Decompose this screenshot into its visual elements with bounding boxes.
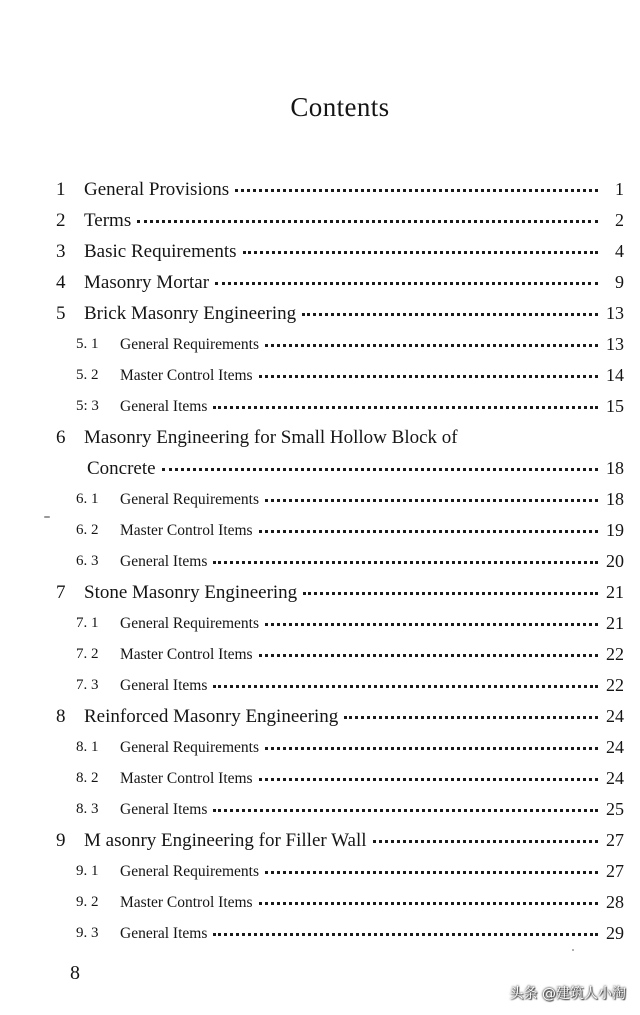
toc-entry-title: Master Control Items: [120, 893, 253, 911]
toc-entry-page: 9: [615, 272, 624, 292]
dot-leader: [265, 747, 598, 750]
toc-entry-page: 27: [606, 830, 624, 850]
toc-entry-number: 7. 2: [76, 646, 99, 662]
toc-entry-number: 1: [56, 178, 66, 200]
page-number: 8: [70, 962, 80, 984]
toc-entry-title: General Items: [120, 552, 208, 570]
toc-entry-number: 8. 1: [76, 739, 99, 755]
toc-entry-page: 18: [606, 489, 624, 509]
table-of-contents: [0, 174, 640, 949]
toc-section-row: [0, 546, 640, 577]
watermark: 头条 @建筑人小淘: [509, 986, 626, 1002]
toc-entry-page: 2: [615, 210, 624, 230]
toc-entry-title: General Items: [120, 676, 208, 694]
toc-entry-title-continued: Concrete: [87, 457, 156, 479]
dot-leader: [243, 251, 599, 254]
toc-chapter-row-continued: [0, 453, 640, 484]
toc-entry-page: 24: [606, 706, 624, 726]
toc-entry-title: Reinforced Masonry Engineering: [84, 705, 339, 727]
dot-leader: [265, 623, 598, 626]
toc-section-row: [0, 608, 640, 639]
toc-entry-title: Masonry Engineering for Small Hollow Block of: [84, 426, 458, 448]
dot-leader: [373, 840, 598, 843]
toc-section-row: [0, 670, 640, 701]
toc-entry-title: General Requirements: [120, 738, 260, 756]
toc-section-row: [0, 515, 640, 546]
toc-entry-page: 18: [606, 458, 624, 478]
toc-entry-title: General Requirements: [120, 335, 260, 353]
toc-entry-number: 9. 2: [76, 894, 99, 910]
toc-entry-number: 2: [56, 209, 66, 231]
toc-entry-number: 8. 2: [76, 770, 99, 786]
toc-entry-page: 24: [606, 737, 624, 757]
toc-section-row: [0, 794, 640, 825]
toc-entry-title: M asonry Engineering for Filler Wall: [84, 829, 367, 851]
toc-entry-page: 27: [606, 861, 624, 881]
dot-leader: [213, 809, 598, 812]
toc-entry-page: 24: [606, 768, 624, 788]
toc-entry-number: 8: [56, 705, 66, 727]
toc-entry-page: 13: [606, 303, 624, 323]
toc-entry-page: 22: [606, 644, 624, 664]
toc-entry-title: Master Control Items: [120, 521, 253, 539]
toc-entry-page: 13: [606, 334, 624, 354]
dot-leader: [137, 220, 598, 223]
toc-entry-title: Stone Masonry Engineering: [84, 581, 298, 603]
toc-chapter-row: [0, 422, 640, 453]
dot-leader: [235, 189, 598, 192]
dot-leader: [303, 592, 598, 595]
toc-section-row: [0, 391, 640, 422]
toc-entry-number: 9: [56, 829, 66, 851]
toc-section-row: [0, 763, 640, 794]
dot-leader: [259, 778, 598, 781]
toc-chapter-row: [0, 267, 640, 298]
toc-entry-number: 7. 1: [76, 615, 99, 631]
toc-entry-number: 6. 1: [76, 491, 99, 507]
toc-entry-page: 21: [606, 582, 624, 602]
dot-leader: [162, 468, 598, 471]
toc-entry-title: General Items: [120, 800, 208, 818]
toc-chapter-row: [0, 577, 640, 608]
toc-entry-page: 20: [606, 551, 624, 571]
toc-chapter-row: [0, 236, 640, 267]
toc-section-row: [0, 918, 640, 949]
toc-entry-page: 1: [615, 179, 624, 199]
toc-chapter-row: [0, 701, 640, 732]
toc-section-row: [0, 887, 640, 918]
toc-entry-number: 7: [56, 581, 66, 603]
dot-leader: [259, 654, 598, 657]
toc-entry-page: 25: [606, 799, 624, 819]
toc-entry-page: 19: [606, 520, 624, 540]
dot-leader: [213, 561, 598, 564]
toc-entry-number: 4: [56, 271, 66, 293]
toc-entry-number: 6. 2: [76, 522, 99, 538]
scan-speck: [44, 516, 50, 518]
toc-entry-number: 6: [56, 426, 66, 448]
dot-leader: [259, 375, 598, 378]
toc-entry-page: 4: [615, 241, 624, 261]
dot-leader: [259, 902, 598, 905]
toc-entry-page: 22: [606, 675, 624, 695]
toc-entry-number: 5. 1: [76, 336, 99, 352]
toc-entry-page: 21: [606, 613, 624, 633]
toc-entry-page: 15: [606, 396, 624, 416]
toc-entry-number: 9. 1: [76, 863, 99, 879]
toc-entry-title: Basic Requirements: [84, 240, 237, 262]
dot-leader: [302, 313, 598, 316]
toc-section-row: [0, 484, 640, 515]
toc-entry-title: Master Control Items: [120, 366, 253, 384]
dot-leader: [265, 871, 598, 874]
toc-entry-title: General Items: [120, 924, 208, 942]
dot-leader: [265, 344, 598, 347]
toc-section-row: [0, 856, 640, 887]
toc-entry-page: 29: [606, 923, 624, 943]
scan-speck: [572, 949, 574, 951]
dot-leader: [213, 685, 598, 688]
dot-leader: [213, 406, 598, 409]
toc-section-row: [0, 360, 640, 391]
toc-entry-title: Brick Masonry Engineering: [84, 302, 297, 324]
toc-chapter-row: [0, 174, 640, 205]
toc-entry-number: 6. 3: [76, 553, 99, 569]
toc-section-row: [0, 329, 640, 360]
toc-section-row: [0, 732, 640, 763]
toc-entry-title: General Provisions: [84, 178, 230, 200]
toc-chapter-row: [0, 298, 640, 329]
dot-leader: [344, 716, 598, 719]
toc-entry-number: 9. 3: [76, 925, 99, 941]
toc-entry-number: 5: [56, 302, 66, 324]
toc-entry-title: General Requirements: [120, 614, 260, 632]
toc-entry-number: 3: [56, 240, 66, 262]
page-title: Contents: [290, 92, 390, 122]
toc-entry-title: General Requirements: [120, 862, 260, 880]
toc-chapter-row: [0, 205, 640, 236]
toc-entry-title: Masonry Mortar: [84, 271, 210, 293]
toc-entry-number: 7. 3: [76, 677, 99, 693]
toc-entry-number: 8. 3: [76, 801, 99, 817]
dot-leader: [259, 530, 598, 533]
toc-entry-number: 5: 3: [76, 398, 99, 414]
toc-entry-page: 28: [606, 892, 624, 912]
toc-entry-number: 5. 2: [76, 367, 99, 383]
toc-entry-title: Terms: [84, 209, 132, 231]
dot-leader: [265, 499, 598, 502]
toc-section-row: [0, 639, 640, 670]
toc-entry-title: Master Control Items: [120, 645, 253, 663]
toc-entry-page: 14: [606, 365, 624, 385]
dot-leader: [213, 933, 598, 936]
toc-entry-title: Master Control Items: [120, 769, 253, 787]
toc-entry-title: General Items: [120, 397, 208, 415]
dot-leader: [215, 282, 598, 285]
toc-chapter-row: [0, 825, 640, 856]
toc-entry-title: General Requirements: [120, 490, 260, 508]
